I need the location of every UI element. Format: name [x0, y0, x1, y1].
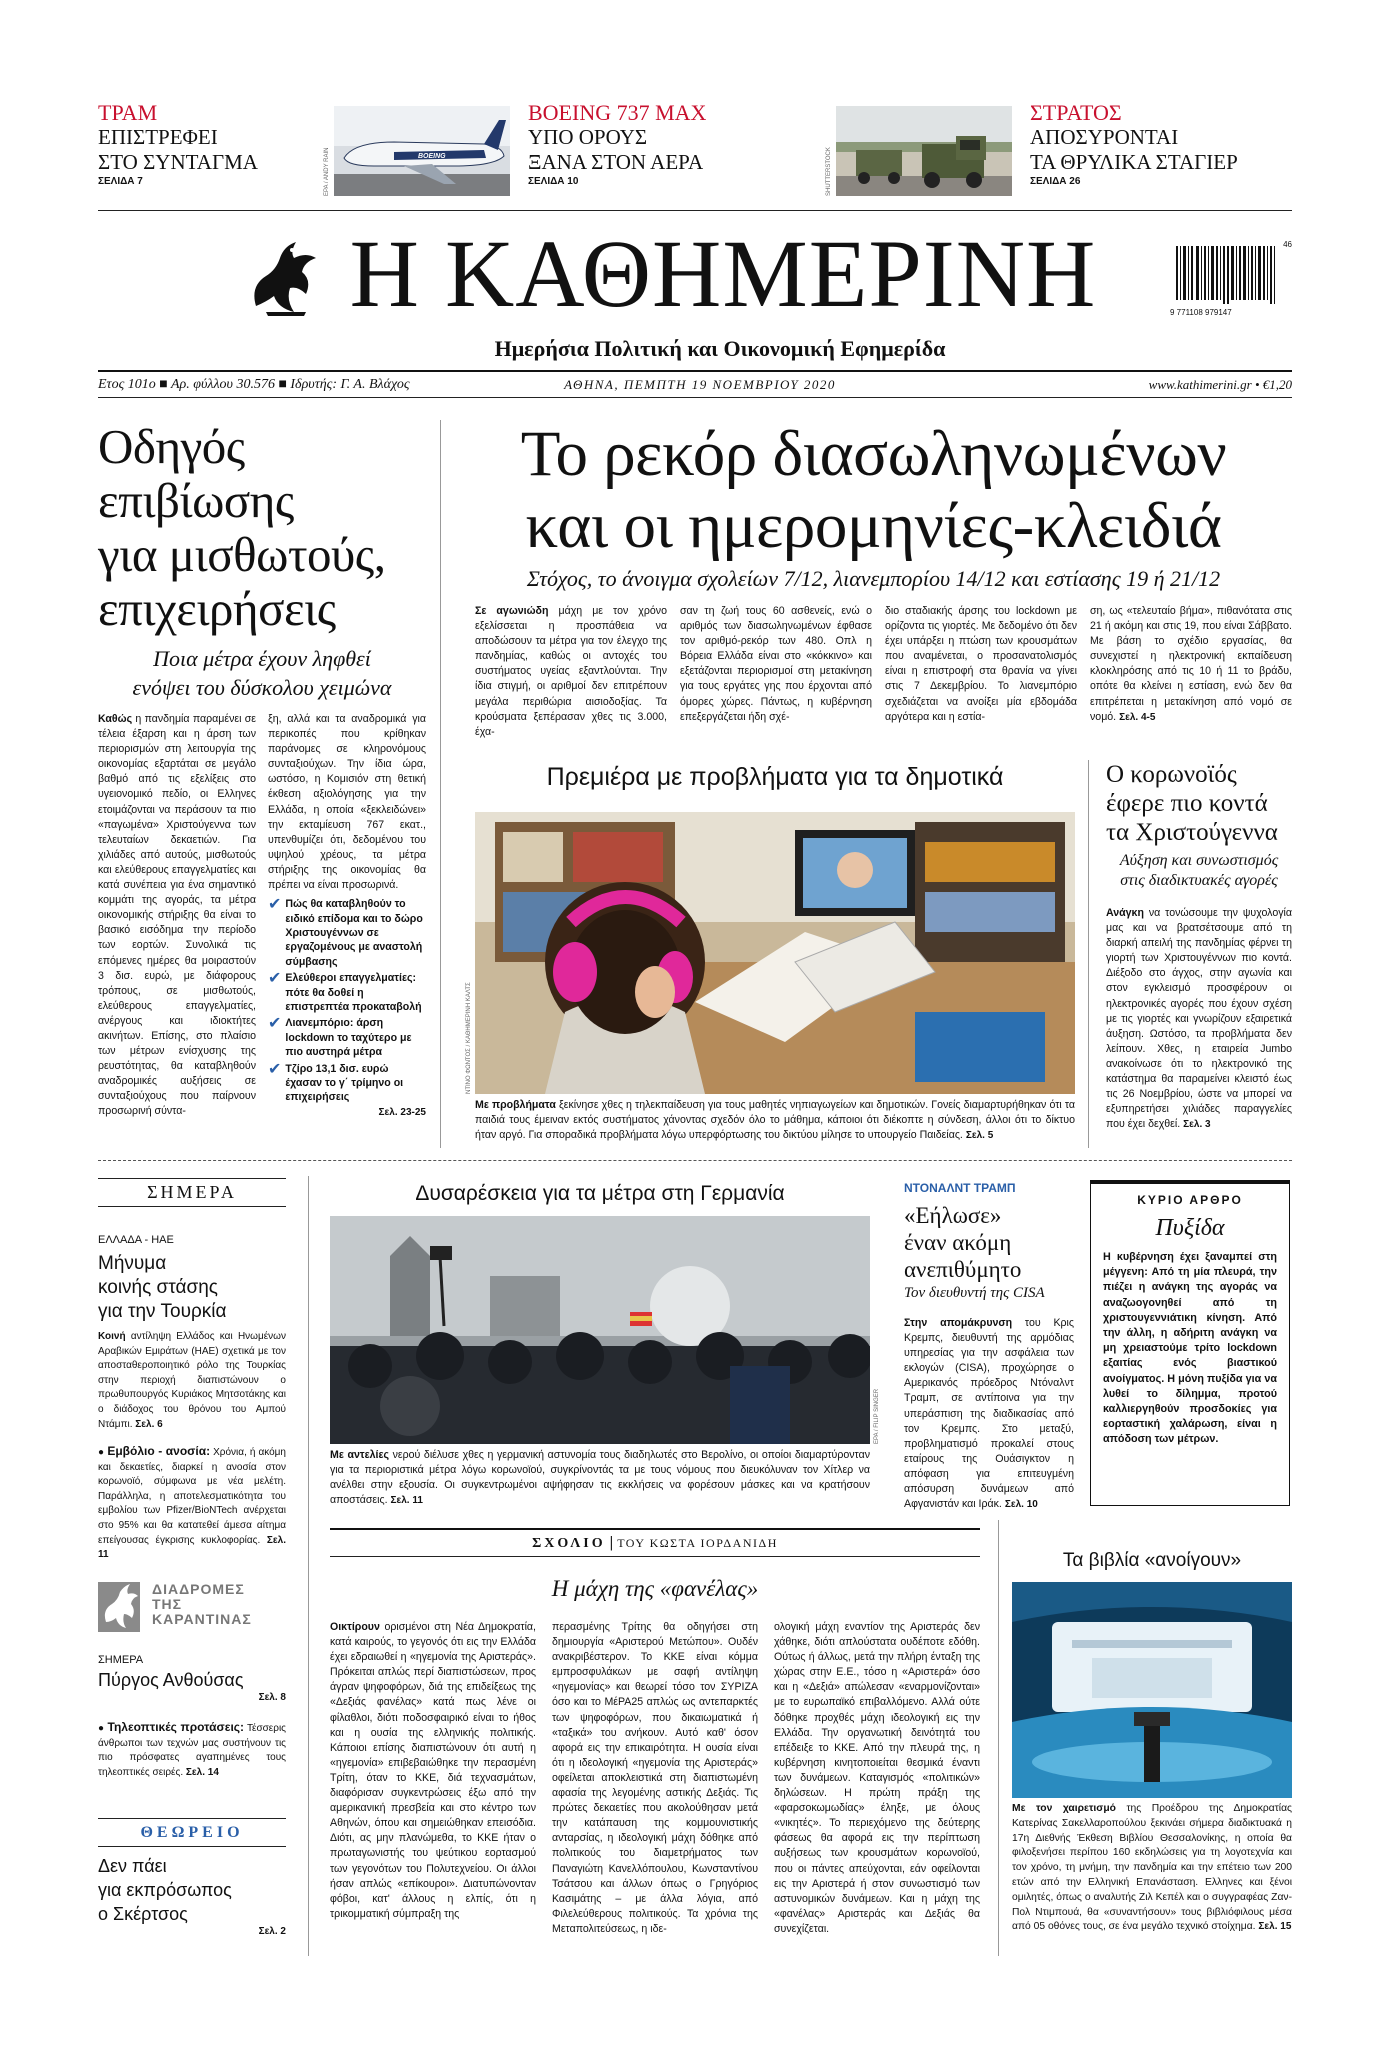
- page-reference: Σελ. 3: [1183, 1119, 1211, 1131]
- theoreio-item[interactable]: [98, 1854, 286, 1937]
- page-reference: Σελ. 4-5: [1119, 711, 1156, 723]
- lead-word: Τηλεοπτικές προτάσεις:: [107, 1720, 245, 1734]
- body-text: ολογική μάχη εναντίον της Αριστεράς δεν χάθηκε, διότι απλούστατα ουδέποτε εδόθη. Ούτως ή άλλως, μετά την πλήρη ένταξη της χώρας στην Ε.Ε., τόσο η «Αριστερά» όσο και η «Δεξιά» απώλεσαν «εναρμονίζονται» με το ευρωπαϊκό επιβαλλόμενο. Αλλά ούτε δόθηκε προχθές μάχη ιδεολογική εις την Ελλάδα. Την οργανωτική δεινότητά του επέδειξε το ΚΚΕ. Από την πλευρά της, η κυβέρνηση κινητοποιείται θεσμικά έναντι των δυνάμεων. Καταγισμός «πολιτικών» δηλώσεων. Η πρώτη πράξη της «φαρσοκωμωδίας» έληξε, με όλους «νικητές». Το περιεχόμενο της δεύτερης φάσεως θα αφορά εις την περίπτωση αυξήσεως των κρουσμάτων κορωνοϊού, που οι πάντες απεύχονται, εάν οφείλονται εις την Αριστερά ή στον συνωστισμό των αστυνομικών δυνάμεων. Και η μάχη της «φανέλας» Αριστεράς και Δεξιάς θα συνεχίζεται.: [774, 1621, 980, 1935]
- lead-word: Με τον χαιρετισμό: [1012, 1803, 1116, 1814]
- check-list: [268, 897, 426, 1105]
- headline-line: και οι ημερομηνίες-κλειδιά: [525, 490, 1222, 562]
- page-reference: Σελ. 11: [98, 1534, 286, 1561]
- quarantine-title: [152, 1582, 252, 1627]
- title-line: ΚΑΡΑΝΤΙΝΑΣ: [152, 1611, 252, 1627]
- column-divider: [1088, 760, 1089, 1148]
- comment-col2: [552, 1620, 758, 1952]
- body-text: [1106, 906, 1292, 1132]
- title-line: Οδηγός: [98, 419, 245, 474]
- checkmark-icon: ✔: [268, 896, 282, 914]
- newspaper-title: Η ΚΑΘΗΜΕΡΙΝΗ: [349, 220, 1097, 327]
- main-body: διο σταδιακής άρσης του lockdown με ορίζοντα τις γιορτές. Με δεδομένο ότι δεν έχει υπάρξει η πτώση των κρουσμάτων που αναμένεται, ο προσανατολισμός είναι η επιστροφή στα θρανία να γίνει στις 7 Δεκεμβρίου. Το λιανεμπόριο σχεδιάζεται να ανοίξει μία εβδομάδα αργότερα και η εστία-: [885, 605, 1077, 723]
- checkmark-icon: ✔: [268, 1060, 282, 1078]
- caption-text: [1012, 1802, 1292, 1935]
- boeing-photo: [334, 106, 510, 196]
- body-span: ορισμένοι στη Νέα Δημοκρατία, κατά καιρούς, το γεγονός ότι εις την Ελλάδα έχει εδραιωθεί η «ηγεμονία της Αριστεράς». Πρόκειται απλώς περί διαπιστώσεων, προς άγραν ψηφοφόρων, διά της επιδείξεως της «Δεξιάς φανέλας» κατά πως λένε οι φίλαθλοι, διότι ποδοσφαιρικό είναι το ήθος και η ουσία της ελληνικής πολιτικής. Κάποιοι επίσης διαπιστώνουν ότι αυτή η «ηγεμονία» επιβεβαιώθηκε την περασμένη Τρίτη, όταν το ΚΚΕ, διά τεχνασμάτων, διαφόρισαν συγκεντρώσεις έξω από την αμερικανική πρεσβεία και στο κέντρο των Αθηνών, όπου και σημειώθηκαν επεισόδια. Διότι, ας μην πλανώμεθα, το ΚΚΕ ήταν ο πρωταγωνιστής του ψεύτικου εορτασμού των γεγονότων του Πολυτεχνείου. Οι άλλοι ήσαν απλώς «επίκουροι». Διατυπώνονταν φόβοι, κατ' άλλους η ελπίς, ότι η τρικομματική σύμπραξη της: [330, 1621, 536, 1920]
- page-reference: Σελ. 6: [135, 1418, 163, 1430]
- army-truck-photo: [836, 106, 1012, 196]
- left-story-deck: [98, 644, 426, 702]
- check-text: Πώς θα καταβληθούν το ειδικό επίδομα και το δώρο Χριστουγέννων σε εργαζομένους με αναστολή σύμβασης: [285, 898, 423, 968]
- comment-header: [330, 1534, 980, 1552]
- edition-info: Ετος 101ο ■ Αρ. φύλλου 30.576 ■ Ιδρυτής: Γ. Α. Βλάχος: [98, 377, 410, 392]
- body-text: περασμένης Τρίτης θα οδηγήσει στη δημιουργία «Αριστερού Μετώπου». Ουδέν ανακριβέστερον. Το ΚΚΕ είναι κόμμα εμπροσφυλάκων με σαφή αντίληψη «ηγεμονίας» και θεωρεί τόσο τον ΣΥΡΙΖΑ όσο και το ΜέΡΑ25 απλώς ως αντεπαρκτές των ψηφοφόρων, που δικαιωματικά ή «ταξικά» του ανήκουν. Αυτό καθ' όσον αφορά εις την επικαιρότητα. Η ουσία είναι ότι η ιδεολογική «ηγεμονία της Αριστεράς» οφείλεται αποκλειστικά στη διαπιστωμένη αφασία της λεγομένης αστικής Δεξιάς. Τις πρώτες δεκαετίες που ακολούθησαν μετά την κατάπαυση της κομμουνιστικής ανταρσίας, η ιδεολογική μάχη δόθηκε από πολιτικούς του διαμετρήματος των Παναγιώτη Κανελλόπουλου, Κωνσταντίνου Τσάτσου και άλλων όπως ο Γρηγόριος Κασιμάτης – με άλλα λόγια, από Φιλελεύθερους πολιτικούς. Τα χρόνια της Μεταπολιτεύσεως, η ιδε-: [552, 1621, 758, 1935]
- left-story-col2: [268, 712, 426, 1142]
- body-span: του Κρις Κρεμπς, διευθυντή της αρμόδιας υπηρεσίας για την ασφάλεια των εκλογών (CISA), προχώρησε ο Αμερικανός πρόεδρος Ντόναλντ Τραμπ, σε αντίποινα για την υπεράσπιση της διαδικασίας από τον Κρεμπς. Στο μεταξύ, προβληματισμό προκαλεί στους εταίρους της Ουάσιγκτον η απόφαση για επιτευγμένη απόσυρση δυνάμεων από Αφγανιστάν και Ιράκ.: [904, 1317, 1074, 1511]
- caption-text: [330, 1448, 870, 1508]
- page-reference: Σελ. 5: [965, 1130, 994, 1141]
- caption-body: νερού διέλυσε χθες η γερμανική αστυνομία τους διαδηλωτές στο Βερολίνο, οι οποίοι διαμαρτύρονταν για τα περιοριστικά μέτρα λόγω κορωνοϊού, συγκρίνοντάς τα με τους νόμους που διευκόλυναν τον Χίτλερ να ανέλθει στην εξουσία. Οι συγκεντρωμένοι αψήφησαν τις εκκλήσεις να φορέσουν μάσκες και να κρατήσουν αποστάσεις.: [330, 1449, 870, 1506]
- check-item: [268, 897, 426, 969]
- editorial-body: Η κυβέρνηση έχει ξαναμπεί στη μέγγενη: Από τη μία πλευρά, την πιέζει η ανάγκη της αγοράς να αναζωογονηθεί από τη χριστουγεννιάτικη κίνηση. Από την άλλη, η αδήριτη ανάγκη να μη χρειαστούμε τρίτο lockdown εξαιτίας ενός βιαστικού ανοίγματος. Η μόνη πυξίδα για να λυθεί το δίλημμα, προτού καλλιεργηθούν προσδοκίες για εορταστική χαλάρωση, είναι η απόδοση των μέτρων.: [1103, 1251, 1277, 1446]
- comment-rule: [330, 1556, 980, 1557]
- comment-title[interactable]: Η μάχη της «φανέλας»: [551, 1576, 759, 1601]
- title-line: «Εήλωσε»: [904, 1203, 1002, 1228]
- newspaper-subtitle: Ημερήσια Πολιτική και Οικονομική Εφημερίδα: [494, 336, 946, 361]
- left-story-col1: [98, 712, 256, 1142]
- comment-rule: [330, 1528, 980, 1530]
- lead-word: Κοινή: [98, 1331, 126, 1342]
- teaser-category: ΤΡΑΜ: [98, 100, 158, 125]
- date-line: ΑΘΗΝΑ, ΠΕΜΠΤΗ 19 ΝΟΕΜΒΡΙΟΥ 2020: [564, 377, 836, 392]
- today-body: [98, 1330, 286, 1432]
- book-fair-photo: [1012, 1582, 1292, 1798]
- check-text: Τζίρο 13,1 δισ. ευρώ έχασαν το γ΄ τρίμηνο οι επιχειρήσεις: [285, 1062, 404, 1104]
- check-text: Ελεύθεροι επαγγελματίες: πότε θα δοθεί η επιστρεπτέα προκαταβολή: [285, 972, 422, 1013]
- photo-credit: ΝΤΙΝΟ ΦΩΝΤΟΣ / ΚΑΘΗΜΕΡΙΝΗ ΚΑΛΤΣ: [466, 982, 472, 1094]
- trump-title: [904, 1202, 1074, 1283]
- title-line: για την Τουρκία: [98, 1301, 227, 1322]
- title-line: επιχειρήσεις: [98, 581, 336, 636]
- quarantine-place[interactable]: [98, 1652, 286, 1703]
- deck-line: Ποια μέτρα έχουν ληφθεί: [153, 646, 371, 671]
- body-span: αντίληψη Ελλάδος και Ηνωμένων Αραβικών Εμιράτων (ΗΑΕ) σχετικά με τον αποσταθεροποιητικό ρόλο της Τουρκίας στην περιοχή διαπιστώνουν ο πρωθυπουργός Κυριάκος Μητσοτάκης και ο διάδοχος του θρόνου του Αμπού Ντάμπι.: [98, 1331, 286, 1430]
- germany-caption: [330, 1448, 870, 1508]
- school-headline[interactable]: Πρεμιέρα με προβλήματα για τα δημοτικά: [546, 763, 1004, 791]
- main-headline[interactable]: [455, 418, 1292, 562]
- caption-body: της Προέδρου της Δημοκρατίας Κατερίνας Σακελλαροπούλου ξεκινάει σήμερα διαδικτυακά η 17η Διεθνής Έκθεση Βιβλίου Θεσσαλονίκης, η οποία θα φιλοξενήσει περίπου 160 εκδηλώσεις για τη λογοτεχνία και τον χρόνο, τη μνήμη, την πανδημία και την επέτειο των 200 ετών από την Ελληνική Επανάσταση. Ελληνες και ξένοι ομιλητές, όπως ο αναλυτής Ζιλ Κεπέλ και ο συγγραφέας Ζαν-Πολ Ντιμπουά, θα «συναντήσουν» τους βιβλιόφιλους μέσα από 05 οθόνες τους, σε ένα μεγάλο τεχνικό στοίχημα.: [1012, 1803, 1292, 1933]
- left-story-body: ξη, αλλά και τα αναδρομικά για περικοπές που κρίθηκαν παράνομες σε κληρονόμους συνταξιούχων. Την ίδια ώρα, ωστόσο, η Κομισιόν στη θετική έκθεση αξιολόγησης για την Ελλάδα, η οποία «ξεκλειδώνει» την εκταμίευση 767 εκατ., υπενθυμίζει ότι, δεδομένου του υψηλού χρέους, τα μέτρα στήριξης της οικονομίας θα πρέπει να είναι προσωρινά.: [268, 713, 426, 892]
- title-line: επιβίωσης: [98, 473, 294, 528]
- body-text: ση, ως «τελευταίο βήμα», πιθανότατα στις 21 ή ακόμη και στις 19, που είναι Σάββατο. Με βάση το σχέδιο εργασίας, θα συνεχιστεί η ηλεκτρονική εκπαίδευση κλοκληρόσης από τις 10 ή 11 το βράδυ, οπότε θα κλείνει η εστίαση, ενώ δεν θα επιτρέπεται η μετακίνηση από νομό σε νομό.: [1090, 605, 1292, 723]
- today-rule: [98, 1178, 286, 1179]
- school-caption: [475, 1098, 1075, 1144]
- comment-author: ΤΟΥ ΚΩΣΤΑ ΙΟΡΔΑΝΙΔΗ: [617, 1536, 778, 1550]
- check-item: [268, 1062, 426, 1105]
- title-line: κοινής στάσης: [98, 1277, 218, 1298]
- teaser-category: ΣΤΡΑΤΟΣ: [1030, 100, 1122, 125]
- title-line: για εκπρόσωπος: [98, 1880, 232, 1900]
- tele-body: [98, 1720, 286, 1780]
- comment-col3: [774, 1620, 980, 1952]
- main-col3: [885, 604, 1077, 723]
- lead-word: Καθώς: [98, 713, 133, 725]
- teaser-title: ΣΤΟ ΣΥΝΤΑΓΜΑ: [98, 150, 258, 174]
- theoreio-rule: [98, 1818, 286, 1819]
- column-divider: [440, 420, 441, 1148]
- main-col4: [1090, 604, 1292, 723]
- lead-word: Εμβόλιο - ανοσία:: [107, 1444, 211, 1458]
- barcode-number: 9 771108 979147: [1170, 308, 1232, 317]
- page-reference: Σελ. 15: [1258, 1921, 1292, 1933]
- kicker: ΕΛΛΑΔΑ - ΗΑΕ: [98, 1234, 174, 1246]
- deck-line: Αύξηση και συνωστισμός: [1119, 852, 1279, 869]
- body-span: Χρόνια, ή ακόμη και δεκαετίες, διαρκεί η ανοσία στον κορωνοϊό, σύμφωνα με νέα μελέτη. Παράλληλα, η αποτελεσματικότητα του εμβολίου των Pfizer/BioNTech ανέρχεται στο 95% και θα κατατεθεί άμεσα αίτημα επείγουσας έγκρισης κυκλοφορίας.: [98, 1447, 286, 1546]
- top-rule: [98, 210, 1292, 211]
- deck-line: στις διαδικτυακές αγορές: [1120, 872, 1278, 889]
- xmas-body: [1106, 906, 1292, 1148]
- checkmark-icon: ✔: [268, 970, 282, 988]
- check-text: Λιανεμπόριο: άρση lockdown το ταχύτερο με πιο αυστηρά μέτρα: [285, 1017, 412, 1059]
- griffin-logo-icon: [246, 236, 324, 320]
- today-header: ΣΗΜΕΡΑ: [147, 1182, 237, 1202]
- title-line: έφερε πιο κοντά: [1106, 790, 1268, 817]
- check-item: [268, 971, 426, 1014]
- left-story[interactable]: [98, 420, 426, 702]
- comment-label: ΣΧΟΛΙΟ: [532, 1536, 606, 1551]
- school-girl-photo: [475, 812, 1075, 1094]
- caption-body: ξεκίνησε χθες η τηλεκπαίδευση για τους μαθητές νηπιαγωγείων και δημοτικών. Γονείς διαμαρτυρήθηκαν ότι τα παιδιά τους έμειναν εκτός συστήματος χάνοντας σχεδόν όλο το μάθημα, κάποιοι ότι διέκοπτε η σύνδεση, άλλοι ότι το δίκτυο ήταν αργό. Για σποραδικά προβλήματα λόγω υπερφόρτωσης του δικτύου μίλησε το υπουργείο Παιδείας.: [475, 1099, 1075, 1141]
- page-reference: Σελ. 2: [258, 1926, 286, 1937]
- teaser-page: ΣΕΛΙΔΑ 7: [98, 176, 143, 187]
- vaccine-body: [98, 1444, 286, 1563]
- barcode-number-top: 46: [1283, 240, 1292, 249]
- kicker: ΣΗΜΕΡΑ: [98, 1654, 144, 1666]
- kicker: ΝΤΟΝΑΛΝΤ ΤΡΑΜΠ: [904, 1181, 1016, 1195]
- trump-deck: Τον διευθυντή της CISA: [904, 1285, 1045, 1301]
- xmas-title: [1106, 760, 1292, 847]
- teaser-title: ΤΑ ΘΡΥΛΙΚΑ ΣΤΑΓΙΕΡ: [1030, 150, 1238, 174]
- theoreio-header: ΘΕΩΡΕΙΟ: [140, 1824, 244, 1841]
- trump-story[interactable]: [904, 1180, 1074, 1303]
- separator: |: [609, 1534, 618, 1551]
- bullet-icon: ●: [98, 1447, 108, 1458]
- teaser-title: ΕΠΙΣΤΡΕΦΕΙ: [98, 125, 218, 149]
- main-body: [475, 604, 667, 740]
- checkmark-icon: ✔: [268, 1015, 282, 1033]
- lead-word: Με αντελίες: [330, 1449, 389, 1461]
- lead-word: Με προβλήματα: [475, 1099, 556, 1111]
- title-line: έναν ακόμη: [904, 1230, 1012, 1255]
- germany-headline[interactable]: Δυσαρέσκεια για τα μέτρα στη Γερμανία: [415, 1182, 785, 1205]
- today-title: [98, 1252, 286, 1324]
- today-turkey[interactable]: [98, 1232, 286, 1432]
- page-reference: Σελ. 11: [390, 1495, 423, 1506]
- check-item: [268, 1016, 426, 1059]
- column-divider: [308, 1176, 309, 1956]
- left-story-title: [98, 420, 426, 636]
- editorial-title: Πυξίδα: [1155, 1215, 1225, 1241]
- page-reference: Σελ. 14: [185, 1766, 219, 1778]
- section-divider: [98, 1160, 1292, 1161]
- photo-credit: SHUTTERSTOCK: [826, 147, 832, 196]
- comment-col1: [330, 1620, 536, 1952]
- column-divider: [998, 1520, 999, 1956]
- caption-text: [475, 1098, 1075, 1143]
- teaser-tram[interactable]: [98, 100, 298, 189]
- left-story-body: [98, 712, 256, 1120]
- books-caption: [1012, 1802, 1292, 1952]
- teaser-title: ΑΠΟΣΥΡΟΝΤΑΙ: [1030, 125, 1179, 149]
- teaser-category: BOEING 737 MAX: [528, 100, 707, 125]
- germany-protest-photo: [330, 1216, 870, 1444]
- title-line: για μισθωτούς,: [98, 527, 386, 582]
- place-title: Πύργος Ανθούσας: [98, 1670, 244, 1690]
- griffin-icon: [98, 1582, 140, 1632]
- lead-word: Ανάγκη: [1106, 907, 1144, 919]
- title-line: ΔΙΑΔΡΟΜΕΣ: [152, 1581, 245, 1597]
- theoreio-rule: [98, 1846, 286, 1847]
- trump-body: [904, 1316, 1074, 1514]
- edition-rule: [98, 397, 1292, 398]
- body-text: [904, 1316, 1074, 1512]
- barcode: [1170, 240, 1292, 322]
- website-price: www.kathimerini.gr • €1,20: [1148, 377, 1292, 392]
- photo-credit: EPA / FILIP SINGER: [874, 1388, 880, 1444]
- lead-word: Σε αγωνιώδη: [475, 605, 549, 617]
- title-line: ΤΗΣ: [152, 1596, 183, 1612]
- deck-line: ενόψει του δύσκολου χειμώνα: [132, 675, 392, 700]
- title-line: ο Σκέρτσος: [98, 1904, 188, 1924]
- editorial-box[interactable]: [1090, 1180, 1290, 1506]
- teaser-boeing[interactable]: [528, 100, 788, 189]
- page-reference: Σελ. 10: [1004, 1499, 1038, 1511]
- body-text: [330, 1620, 536, 1922]
- main-col2: [680, 604, 872, 723]
- theoreio-title: [98, 1854, 286, 1926]
- teaser-title: ΥΠΟ ΟΡΟΥΣ: [528, 125, 648, 149]
- body-text: η πανδημία παραμένει σε τέλεια έξαρση και η άρση των περιορισμών στη λειτουργία της οικονομίας εξαρτάται σε μεγάλο βαθμό από τις εξελίξεις στο υγειονομικό πεδίο, οι Ελληνες ετοιμάζονται να περάσουν τα πιο «παγωμένα» Χριστούγεννα των τελευταίων δεκαετιών. Για χιλιάδες από αυτούς, μισθωτούς και ελεύθερους επαγγελματίες και κατά συνέπεια για ένα σημαντικό κομμάτι της αγοράς, τα μέτρα οικονομικής στήριξης θα είναι το βασικό εισόδημα την περίοδο των εορτών. Συνολικά τις επόμενες ημέρες θα μοιραστούν 3 δισ. ευρώ, με διάφορους τρόπους, σε μισθωτούς, ελεύθερους επαγγελματίες, ανέργους και ιδιοκτήτες ακινήτων. Επίσης, στο πλαίσιο των μέτρων ενίσχυσης της ρευστότητας, θα καταβληθούν αναδρομικές αυξήσεις σε συνταξιούχους που παίρνουν προσωρινή σύντα-: [98, 713, 256, 1118]
- main-body: [1090, 604, 1292, 725]
- xmas-deck: [1106, 851, 1292, 891]
- teaser-page: ΣΕΛΙΔΑ 26: [1030, 176, 1081, 187]
- body-text: μάχη με τον χρόνο εξελίσσεται η προσπάθεια να αποδώσουν τα μέτρα για τον έλεγχο της πανδημίας, καθώς οι αντοχές του συστήματος υγείας εξαντλούνται. Την ίδια στιγμή, οι αριθμοί δεν επιτρέπουν μεγάλα περιθώρια αισιοδοξίας. Τα κρούσματα ξεπέρασαν χθες τις 3.000, έχα-: [475, 605, 667, 738]
- title-line: Δεν πάει: [98, 1856, 167, 1876]
- photo-credit: EPA / ANDY RAIN: [324, 147, 330, 196]
- svg-text:BOEING: BOEING: [418, 153, 446, 160]
- teaser-army[interactable]: [1030, 100, 1290, 189]
- bullet-icon: ●: [98, 1723, 108, 1734]
- editorial-header: ΚΥΡΙΟ ΑΡΘΡΟ: [1137, 1193, 1243, 1207]
- lead-word: Στην απομάκρυνση: [904, 1317, 1013, 1329]
- today-vaccine[interactable]: [98, 1444, 286, 1563]
- teaser-title: ΞΑΝΑ ΣΤΟΝ ΑΕΡΑ: [528, 150, 704, 174]
- body-span: Τέσσερις άνθρωποι των τεχνών μας συστήνουν τις πιο πρόσφατες αγαπημένες τους τηλεοπτικές σειρές.: [98, 1723, 286, 1778]
- xmas-story[interactable]: [1106, 760, 1292, 891]
- books-headline[interactable]: Τα βιβλία «ανοίγουν»: [1062, 1550, 1242, 1571]
- lead-word: Οικτίρουν: [330, 1621, 380, 1633]
- body-span: να τονώσουμε την ψυχολογία μας και να βρατσέτσουμε από τη διαρκή απειλή της πανδημίας φέρνει τη γιορτή των Χριστουγέννων πιο κοντά. Διέξοδο στο άγχος, στην αγωνία και στον εγκλεισμό προσφέρουν οι ηλεκτρονικές αγορές που έχουν σχέση με τις γιορτές και γνωρίζουν εξαιρετικά άυξηση. Ωστόσο, τα προβλήματα δεν λείπουν. Χθες, η εταιρεία Jumbo ανακοίνωσε ότι το ηλεκτρονικό της κατάστημα θα παραμείνει κλειστό έως τις 26 Νοεμβρίου, ώστε να μπορεί να εξυπηρετήσει χιλιάδες παραγγελίες που έχει δεχθεί.: [1106, 907, 1292, 1131]
- page-reference: Σελ. 23-25: [378, 1106, 426, 1118]
- quarantine-box[interactable]: [98, 1582, 286, 1640]
- title-line: Μήνυμα: [98, 1253, 167, 1274]
- masthead-rule: [98, 370, 1292, 372]
- title-line: ανεπιθύμητο: [904, 1257, 1022, 1282]
- tele-proposals[interactable]: [98, 1720, 286, 1780]
- main-col1: [475, 604, 667, 738]
- page-reference: Σελ. 8: [258, 1692, 286, 1703]
- main-deck: Στόχος, το άνοιγμα σχολείων 7/12, λιανεμπορίου 14/12 και εστίασης 19 ή 21/12: [526, 566, 1221, 591]
- headline-line: Το ρεκόρ διασωληνωμένων: [520, 418, 1227, 490]
- teaser-page: ΣΕΛΙΔΑ 10: [528, 176, 579, 187]
- title-line: Ο κορωνοϊός: [1106, 761, 1237, 788]
- today-rule: [98, 1206, 286, 1207]
- main-body: σαν τη ζωή τους 60 ασθενείς, ενώ ο αριθμός των διασωληνωμένων έφθασε τον αριθμό-ρεκόρ των 480. Οπλ η Βόρεια Ελλάδα είναι στο «κόκκινο» και εξετάζονται περιορισμοί στη μετακίνηση για τους εργάτες γης που έρχονται από όμορες χώρες. Πάντως, η κυβέρνηση επεξεργάζεται ήδη σχέ-: [680, 605, 872, 723]
- title-line: τα Χριστούγεννα: [1106, 819, 1278, 846]
